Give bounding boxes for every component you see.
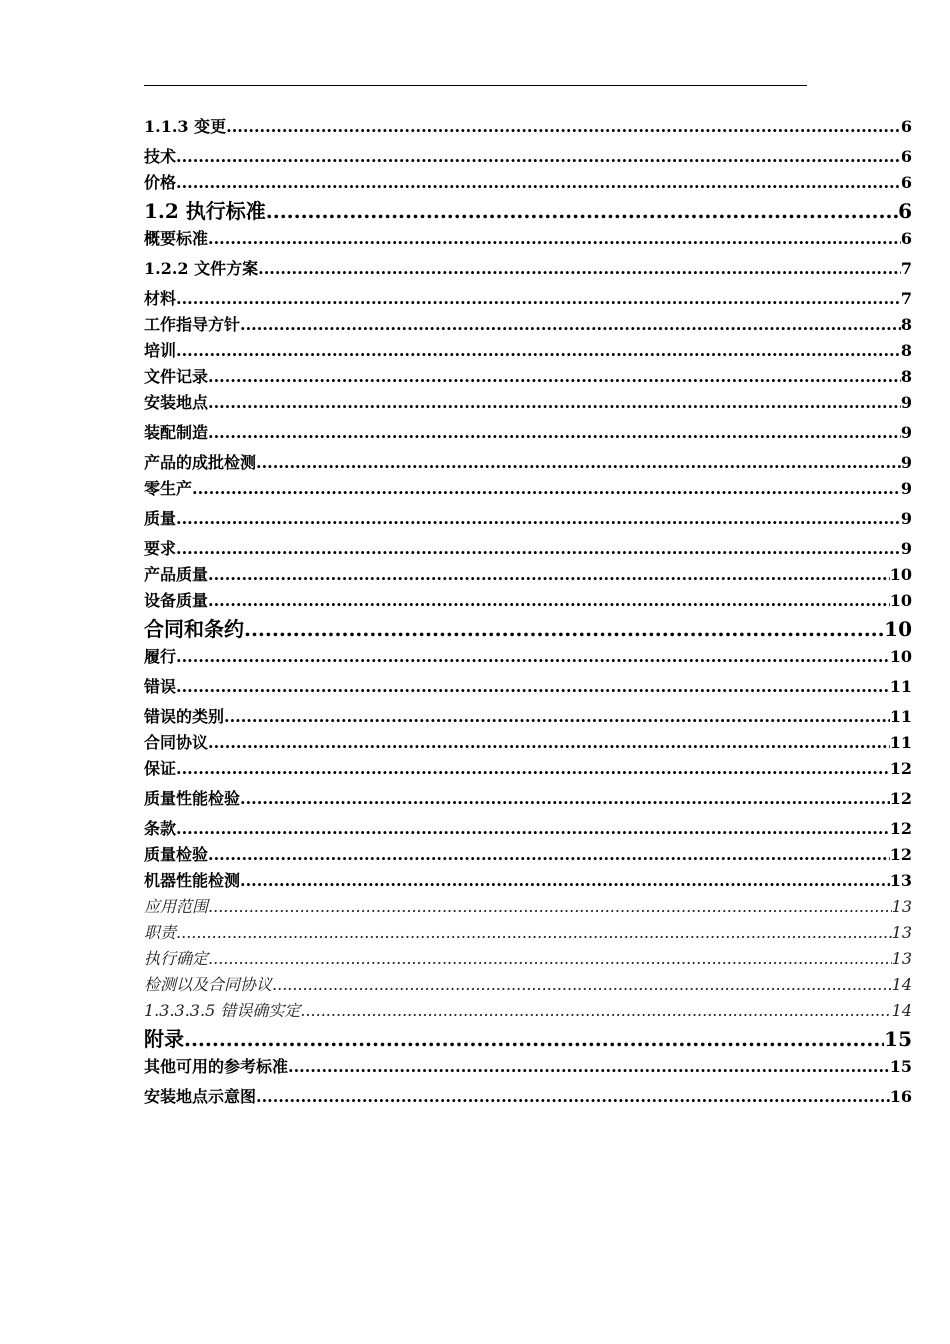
toc-entry-title: 质量检验 (144, 845, 209, 864)
toc-entry-title: 材料 (144, 289, 177, 308)
toc-entry-title: 执行确定 (144, 949, 209, 968)
toc-entry-title: 错误的类别 (144, 707, 225, 726)
toc-entry-title: 附录 (144, 1027, 184, 1051)
header-rule (144, 85, 807, 86)
toc-leader-dots (272, 972, 892, 998)
toc-entry[interactable] (144, 704, 912, 730)
toc-entry-page: 15 (889, 1057, 912, 1076)
toc-leader-dots (240, 868, 890, 894)
toc-leader-dots (176, 674, 890, 700)
toc-entry[interactable] (144, 614, 912, 644)
toc-entry-title: 1.3.3.3.5 错误确实定 (144, 1001, 301, 1020)
toc-entry[interactable] (144, 588, 912, 614)
toc-leader-dots (176, 338, 901, 364)
toc-leader-dots (266, 198, 898, 224)
toc-entry-page: 10 (889, 647, 912, 666)
toc-entry[interactable] (144, 420, 912, 446)
toc-entry-page: 12 (889, 789, 912, 808)
toc-entry-page: 9 (900, 509, 912, 528)
toc-entry[interactable] (144, 364, 912, 390)
toc-entry-page: 13 (891, 949, 912, 968)
toc-entry[interactable] (144, 786, 912, 812)
toc-entry-page: 14 (891, 975, 912, 994)
toc-entry-title: 设备质量 (144, 591, 209, 610)
toc-entry-page: 15 (884, 1027, 912, 1051)
toc-entry-title: 1.1.3 变更 (144, 117, 227, 136)
toc-entry[interactable] (144, 756, 912, 782)
toc-leader-dots (256, 450, 901, 476)
toc-entry-page: 9 (900, 453, 912, 472)
toc-entry-page: 8 (900, 341, 912, 360)
toc-entry[interactable] (144, 450, 912, 476)
toc-entry-page: 10 (889, 565, 912, 584)
toc-entry-title: 其他可用的参考标准 (144, 1057, 289, 1076)
toc-entry-page: 6 (900, 173, 912, 192)
toc-entry-title: 文件记录 (144, 367, 209, 386)
toc-leader-dots (208, 390, 901, 416)
toc-entry[interactable] (144, 144, 912, 170)
toc-entry-page: 11 (889, 707, 912, 726)
toc-leader-dots (244, 616, 884, 642)
toc-entry[interactable] (144, 390, 912, 416)
toc-entry-page: 13 (891, 897, 912, 916)
toc-leader-dots (176, 536, 901, 562)
toc-entry[interactable] (144, 868, 912, 894)
toc-entry[interactable] (144, 644, 912, 670)
toc-entry[interactable] (144, 730, 912, 756)
toc-entry[interactable] (144, 312, 912, 338)
toc-entry-page: 6 (898, 199, 912, 223)
toc-entry[interactable] (144, 894, 912, 920)
toc-leader-dots (300, 998, 891, 1024)
toc-leader-dots (224, 704, 890, 730)
toc-entry-page: 12 (889, 819, 912, 838)
toc-entry-page: 13 (889, 871, 912, 890)
toc-leader-dots (208, 894, 892, 920)
toc-entry-title: 履行 (144, 647, 177, 666)
toc-entry-title: 错误 (144, 677, 177, 696)
toc-entry[interactable] (144, 338, 912, 364)
toc-entry[interactable] (144, 196, 912, 226)
toc-entry-page: 6 (900, 147, 912, 166)
toc-entry[interactable] (144, 506, 912, 532)
toc-entry-title: 零生产 (144, 479, 193, 498)
toc-leader-dots (176, 920, 892, 946)
toc-entry[interactable] (144, 286, 912, 312)
toc-entry-page: 14 (891, 1001, 912, 1020)
toc-entry[interactable] (144, 562, 912, 588)
toc-entry-title: 检测以及合同协议 (144, 975, 273, 994)
toc-entry-title: 安装地点示意图 (144, 1087, 257, 1106)
toc-entry-title: 工作指导方针 (144, 315, 241, 334)
toc-entry-page: 6 (900, 117, 912, 136)
toc-entry-title: 1.2.2 文件方案 (144, 259, 259, 278)
toc-entry[interactable] (144, 946, 912, 972)
toc-entry-page: 11 (889, 733, 912, 752)
toc-leader-dots (208, 946, 892, 972)
toc-entry-title: 技术 (144, 147, 177, 166)
toc-entry-page: 8 (900, 367, 912, 386)
toc-entry-title: 保证 (144, 759, 177, 778)
toc-leader-dots (226, 114, 901, 140)
toc-entry-title: 装配制造 (144, 423, 209, 442)
toc-leader-dots (288, 1054, 890, 1080)
toc-entry[interactable] (144, 536, 912, 562)
toc-entry-page: 13 (891, 923, 912, 942)
toc-entry[interactable] (144, 1024, 912, 1054)
table-of-contents (144, 114, 912, 1110)
toc-entry-title: 培训 (144, 341, 177, 360)
toc-entry[interactable] (144, 920, 912, 946)
toc-entry-page: 12 (889, 759, 912, 778)
toc-leader-dots (176, 286, 901, 312)
toc-entry[interactable] (144, 674, 912, 700)
toc-entry[interactable] (144, 170, 912, 196)
toc-entry-page: 7 (900, 289, 912, 308)
toc-entry-title: 机器性能检测 (144, 871, 241, 890)
toc-leader-dots (208, 226, 901, 252)
toc-entry-page: 7 (900, 259, 912, 278)
toc-leader-dots (176, 644, 890, 670)
toc-leader-dots (240, 786, 890, 812)
toc-entry-title: 价格 (144, 173, 177, 192)
toc-entry-title: 概要标准 (144, 229, 209, 248)
toc-entry[interactable] (144, 842, 912, 868)
toc-entry-title: 合同和条约 (144, 617, 244, 641)
toc-leader-dots (208, 842, 890, 868)
toc-entry-title: 质量性能检验 (144, 789, 241, 808)
toc-entry[interactable] (144, 226, 912, 252)
toc-entry-page: 16 (889, 1087, 912, 1106)
toc-entry-page: 8 (900, 315, 912, 334)
toc-leader-dots (176, 506, 901, 532)
toc-leader-dots (208, 562, 890, 588)
toc-entry-title: 职责 (144, 923, 177, 942)
toc-entry-page: 9 (900, 423, 912, 442)
toc-entry-page: 9 (900, 479, 912, 498)
toc-entry[interactable] (144, 1084, 912, 1110)
toc-entry-title: 要求 (144, 539, 177, 558)
toc-entry-page: 9 (900, 539, 912, 558)
toc-leader-dots (240, 312, 901, 338)
toc-entry-title: 安装地点 (144, 393, 209, 412)
toc-entry[interactable] (144, 476, 912, 502)
toc-entry-page: 10 (889, 591, 912, 610)
toc-entry-title: 产品质量 (144, 565, 209, 584)
toc-entry-page: 6 (900, 229, 912, 248)
toc-leader-dots (176, 816, 890, 842)
toc-entry[interactable] (144, 256, 912, 282)
toc-entry[interactable] (144, 998, 912, 1024)
toc-leader-dots (208, 730, 890, 756)
toc-entry-page: 9 (900, 393, 912, 412)
toc-leader-dots (208, 588, 890, 614)
toc-entry-title: 条款 (144, 819, 177, 838)
toc-leader-dots (208, 364, 901, 390)
toc-leader-dots (176, 144, 901, 170)
toc-entry[interactable] (144, 1054, 912, 1080)
toc-entry-title: 合同协议 (144, 733, 209, 752)
toc-entry[interactable] (144, 972, 912, 998)
toc-leader-dots (192, 476, 901, 502)
toc-leader-dots (176, 756, 890, 782)
toc-entry-title: 1.2 执行标准 (144, 199, 266, 223)
toc-entry[interactable] (144, 816, 912, 842)
toc-leader-dots (184, 1026, 884, 1052)
toc-entry-title: 质量 (144, 509, 177, 528)
toc-entry-page: 11 (889, 677, 912, 696)
toc-leader-dots (208, 420, 901, 446)
toc-leader-dots (258, 256, 901, 282)
toc-leader-dots (176, 170, 901, 196)
toc-entry[interactable] (144, 114, 912, 140)
toc-leader-dots (256, 1084, 890, 1110)
toc-entry-page: 12 (889, 845, 912, 864)
toc-entry-page: 10 (884, 617, 912, 641)
toc-entry-title: 应用范围 (144, 897, 209, 916)
toc-entry-title: 产品的成批检测 (144, 453, 257, 472)
